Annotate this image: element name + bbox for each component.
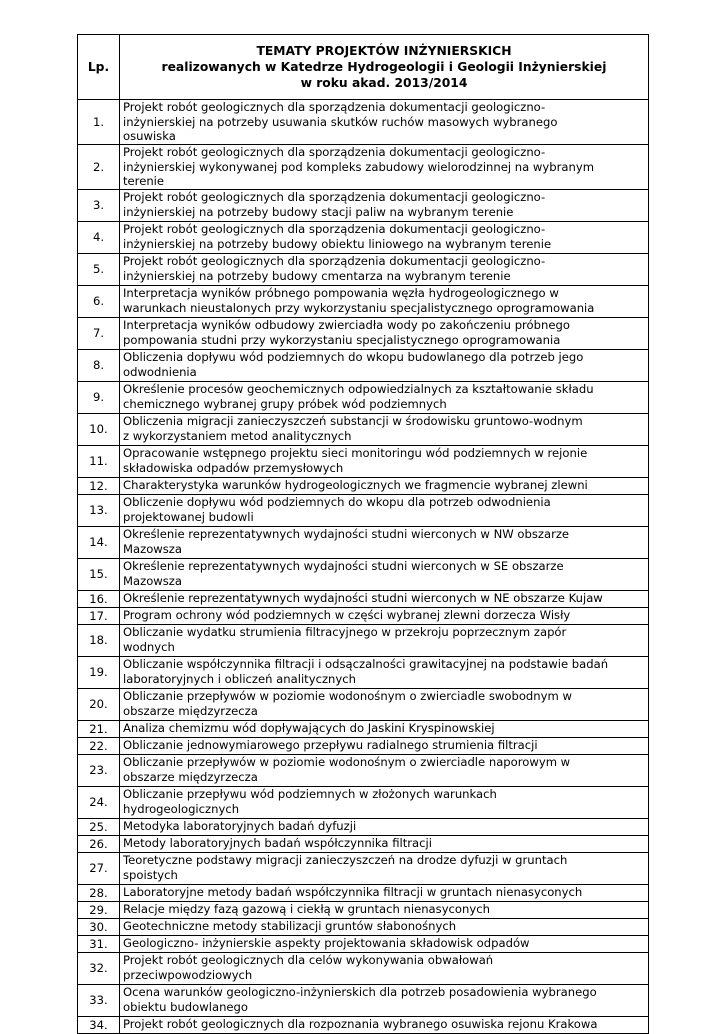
row-topic — [120, 819, 649, 836]
table-row — [78, 902, 649, 919]
table-row — [78, 625, 649, 657]
topic-line: Interpretacja wyników próbnego pompowania węzła hydrogeologicznego w — [123, 286, 559, 300]
row-topic — [120, 350, 649, 382]
row-number: 1. — [78, 100, 120, 145]
topic-line: Ocena warunków geologiczno-inżynierskich dla potrzeb posadowienia wybranego — [123, 985, 597, 999]
row-topic — [120, 318, 649, 350]
topic-line: osuwiska — [123, 129, 176, 144]
row-topic — [120, 953, 649, 985]
lp-header: Lp. — [78, 35, 120, 100]
row-topic — [120, 787, 649, 819]
topic-line: terenie — [123, 174, 165, 189]
table-row — [78, 591, 649, 608]
topic-line: Mazowsza — [123, 573, 182, 588]
table-row — [78, 885, 649, 902]
topic-line: Teoretyczne podstawy migracji zanieczyszczeń na drodze dyfuzji w gruntach — [123, 853, 568, 867]
row-number: 24. — [78, 787, 120, 819]
topic-line: wodnych — [123, 639, 175, 654]
topic-line: Relacje między fazą gazową i ciekłą w gruntach nienasyconych — [123, 902, 490, 916]
table-row — [78, 527, 649, 559]
row-topic — [120, 625, 649, 657]
row-number: 34. — [78, 1017, 120, 1034]
row-topic — [120, 936, 649, 953]
table-row — [78, 1017, 649, 1034]
topic-line: projektowanej budowli — [123, 509, 254, 524]
table-row — [78, 414, 649, 446]
topic-line: inżynierskiej na potrzeby budowy cmentarza na wybranym terenie — [123, 268, 511, 283]
row-topic — [120, 657, 649, 689]
table-row — [78, 919, 649, 936]
table-row — [78, 222, 649, 254]
row-number: 25. — [78, 819, 120, 836]
row-topic — [120, 985, 649, 1017]
topic-line: Projekt robót geologicznych dla sporządzenia dokumentacji geologiczno- — [123, 100, 546, 114]
table-row — [78, 721, 649, 738]
row-number: 31. — [78, 936, 120, 953]
row-topic — [120, 721, 649, 738]
table-row — [78, 382, 649, 414]
row-topic — [120, 286, 649, 318]
table-row — [78, 657, 649, 689]
row-topic — [120, 478, 649, 495]
row-topic — [120, 382, 649, 414]
row-number: 8. — [78, 350, 120, 382]
row-number: 12. — [78, 478, 120, 495]
row-topic — [120, 190, 649, 222]
topic-line: Projekt robót geologicznych dla sporządzenia dokumentacji geologiczno- — [123, 145, 546, 159]
title-line-3: w roku akad. 2013/2014 — [300, 76, 468, 90]
row-number: 11. — [78, 446, 120, 478]
topic-line: Obliczenia dopływu wód podziemnych do wkopu budowlanego dla potrzeb jego — [123, 350, 584, 364]
row-number: 13. — [78, 495, 120, 527]
topic-line: Laboratoryjne metody badań współczynnika filtracji w gruntach nienasyconych — [123, 885, 583, 899]
topic-line: Określenie reprezentatywnych wydajności studni wierconych w NW obszarze — [123, 527, 570, 541]
row-number: 15. — [78, 559, 120, 591]
row-number: 6. — [78, 286, 120, 318]
table-row — [78, 495, 649, 527]
row-number: 32. — [78, 953, 120, 985]
row-number: 18. — [78, 625, 120, 657]
table-header-row — [78, 35, 649, 100]
row-topic — [120, 559, 649, 591]
topic-line: Charakterystyka warunków hydrogeologicznych we fragmencie wybranej zlewni — [123, 478, 588, 492]
topic-line: obiektu budowlanego — [123, 999, 249, 1014]
topic-line: Geotechniczne metody stabilizacji gruntów słabonośnych — [123, 919, 457, 933]
table-row — [78, 318, 649, 350]
topic-line: odwodnienia — [123, 364, 197, 379]
topic-line: Obliczanie jednowymiarowego przepływu radialnego strumienia filtracji — [123, 738, 538, 752]
row-number: 19. — [78, 657, 120, 689]
row-number: 2. — [78, 145, 120, 190]
topic-line: Projekt robót geologicznych dla sporządzenia dokumentacji geologiczno- — [123, 222, 546, 236]
row-number: 7. — [78, 318, 120, 350]
table-row — [78, 446, 649, 478]
topic-line: inżynierskiej na potrzeby budowy obiektu liniowego na wybranym terenie — [123, 236, 552, 251]
topic-line: Obliczenie dopływu wód podziemnych do wkopu dla potrzeb odwodnienia — [123, 495, 551, 509]
row-number: 22. — [78, 738, 120, 755]
row-topic — [120, 902, 649, 919]
row-number: 33. — [78, 985, 120, 1017]
table-row — [78, 254, 649, 286]
table-row — [78, 853, 649, 885]
table-row — [78, 787, 649, 819]
row-topic — [120, 836, 649, 853]
topic-line: inżynierskiej na potrzeby usuwania skutków ruchów masowych wybranego — [123, 114, 558, 129]
topic-line: składowiska odpadów przemysłowych — [123, 460, 344, 475]
table-row — [78, 100, 649, 145]
table-row — [78, 190, 649, 222]
topics-table — [77, 34, 649, 1034]
topic-line: spoistych — [123, 867, 178, 882]
row-topic — [120, 527, 649, 559]
topic-line: Obliczanie przepływów w poziomie wodonośnym o zwierciadle naporowym w — [123, 755, 571, 769]
row-topic — [120, 222, 649, 254]
topic-line: Obliczanie wydatku strumienia filtracyjnego w przekroju poprzecznym zapór — [123, 625, 567, 639]
topic-line: inżynierskiej wykonywanej pod kompleks zabudowy wielorodzinnej na wybranym — [123, 159, 595, 174]
title-line-1: TEMATY PROJEKTÓW INŻYNIERSKICH — [256, 44, 512, 58]
row-number: 21. — [78, 721, 120, 738]
row-topic — [120, 100, 649, 145]
row-number: 28. — [78, 885, 120, 902]
table-row — [78, 689, 649, 721]
row-topic — [120, 755, 649, 787]
row-topic — [120, 689, 649, 721]
row-number: 30. — [78, 919, 120, 936]
topic-line: przeciwpowodziowych — [123, 967, 253, 982]
row-number: 14. — [78, 527, 120, 559]
table-row — [78, 936, 649, 953]
topic-line: hydrogeologicznych — [123, 801, 240, 816]
row-number: 23. — [78, 755, 120, 787]
row-topic — [120, 885, 649, 902]
topic-line: Projekt robót geologicznych dla rozpoznania wybranego osuwiska rejonu Krakowa — [123, 1017, 598, 1031]
topic-line: inżynierskiej na potrzeby budowy stacji paliw na wybranym terenie — [123, 204, 514, 219]
row-topic — [120, 738, 649, 755]
row-number: 17. — [78, 608, 120, 625]
topic-line: Program ochrony wód podziemnych w części wybranej zlewni dorzecza Wisły — [123, 608, 571, 622]
topic-line: Metodyka laboratoryjnych badań dyfuzji — [123, 819, 357, 833]
topic-line: Obliczanie współczynnika filtracji i odsączalności grawitacyjnej na podstawie badań — [123, 657, 609, 671]
row-number: 10. — [78, 414, 120, 446]
row-topic — [120, 495, 649, 527]
row-topic — [120, 591, 649, 608]
topic-line: Obliczenia migracji zanieczyszczeń substancji w środowisku gruntowo-wodnym — [123, 414, 583, 428]
table-row — [78, 953, 649, 985]
topic-line: Określenie reprezentatywnych wydajności studni wierconych w NE obszarze Kujaw — [123, 591, 603, 605]
topic-line: obszarze międzyrzecza — [123, 703, 258, 718]
row-topic — [120, 145, 649, 190]
row-topic — [120, 446, 649, 478]
row-number: 29. — [78, 902, 120, 919]
row-number: 27. — [78, 853, 120, 885]
topic-line: Mazowsza — [123, 541, 182, 556]
topic-line: chemicznego wybranej grupy próbek wód podziemnych — [123, 396, 447, 411]
table-row — [78, 819, 649, 836]
topic-line: Projekt robót geologicznych dla celów wykonywania obwałowań — [123, 953, 494, 967]
topic-line: laboratoryjnych i obliczeń analitycznych — [123, 671, 356, 686]
topic-line: warunkach nieustalonych przy wykorzystaniu specjalistycznego oprogramowania — [123, 300, 595, 315]
row-number: 20. — [78, 689, 120, 721]
topic-line: obszarze międzyrzecza — [123, 769, 258, 784]
topic-line: Określenie procesów geochemicznych odpowiedzialnych za kształtowanie składu — [123, 382, 594, 396]
table-row — [78, 738, 649, 755]
row-number: 9. — [78, 382, 120, 414]
table-row — [78, 286, 649, 318]
table-row — [78, 755, 649, 787]
row-topic — [120, 608, 649, 625]
row-topic — [120, 853, 649, 885]
topic-line: z wykorzystaniem metod analitycznych — [123, 428, 352, 443]
topic-line: Obliczanie przepływu wód podziemnych w złożonych warunkach — [123, 787, 497, 801]
topic-line: Metody laboratoryjnych badań współczynnika filtracji — [123, 836, 432, 850]
row-topic — [120, 919, 649, 936]
topic-line: pompowania studni przy wykorzystaniu specjalistycznego oprogramowania — [123, 332, 561, 347]
row-topic — [120, 254, 649, 286]
topic-line: Projekt robót geologicznych dla sporządzenia dokumentacji geologiczno- — [123, 254, 546, 268]
row-number: 3. — [78, 190, 120, 222]
table-row — [78, 836, 649, 853]
topic-line: Interpretacja wyników odbudowy zwierciadła wody po zakończeniu próbnego — [123, 318, 570, 332]
row-topic — [120, 414, 649, 446]
row-number: 4. — [78, 222, 120, 254]
topic-line: Określenie reprezentatywnych wydajności studni wierconych w SE obszarze — [123, 559, 564, 573]
topic-line: Geologiczno- inżynierskie aspekty projektowania składowisk odpadów — [123, 936, 530, 950]
table-row — [78, 608, 649, 625]
row-topic — [120, 1017, 649, 1034]
table-row — [78, 985, 649, 1017]
row-number: 16. — [78, 591, 120, 608]
table-row — [78, 478, 649, 495]
row-number: 5. — [78, 254, 120, 286]
table-row — [78, 559, 649, 591]
table-row — [78, 145, 649, 190]
table-row — [78, 350, 649, 382]
table-body — [78, 100, 649, 1034]
topic-line: Obliczanie przepływów w poziomie wodonośnym o zwierciadle swobodnym w — [123, 689, 572, 703]
title-line-2: realizowanych w Katedrze Hydrogeologii i Geologii Inżynierskiej — [161, 60, 607, 74]
topic-line: Projekt robót geologicznych dla sporządzenia dokumentacji geologiczno- — [123, 190, 546, 204]
title-header — [120, 35, 649, 100]
topic-line: Opracowanie wstępnego projektu sieci monitoringu wód podziemnych w rejonie — [123, 446, 588, 460]
row-number: 26. — [78, 836, 120, 853]
topic-line: Analiza chemizmu wód dopływających do Jaskini Kryspinowskiej — [123, 721, 495, 735]
